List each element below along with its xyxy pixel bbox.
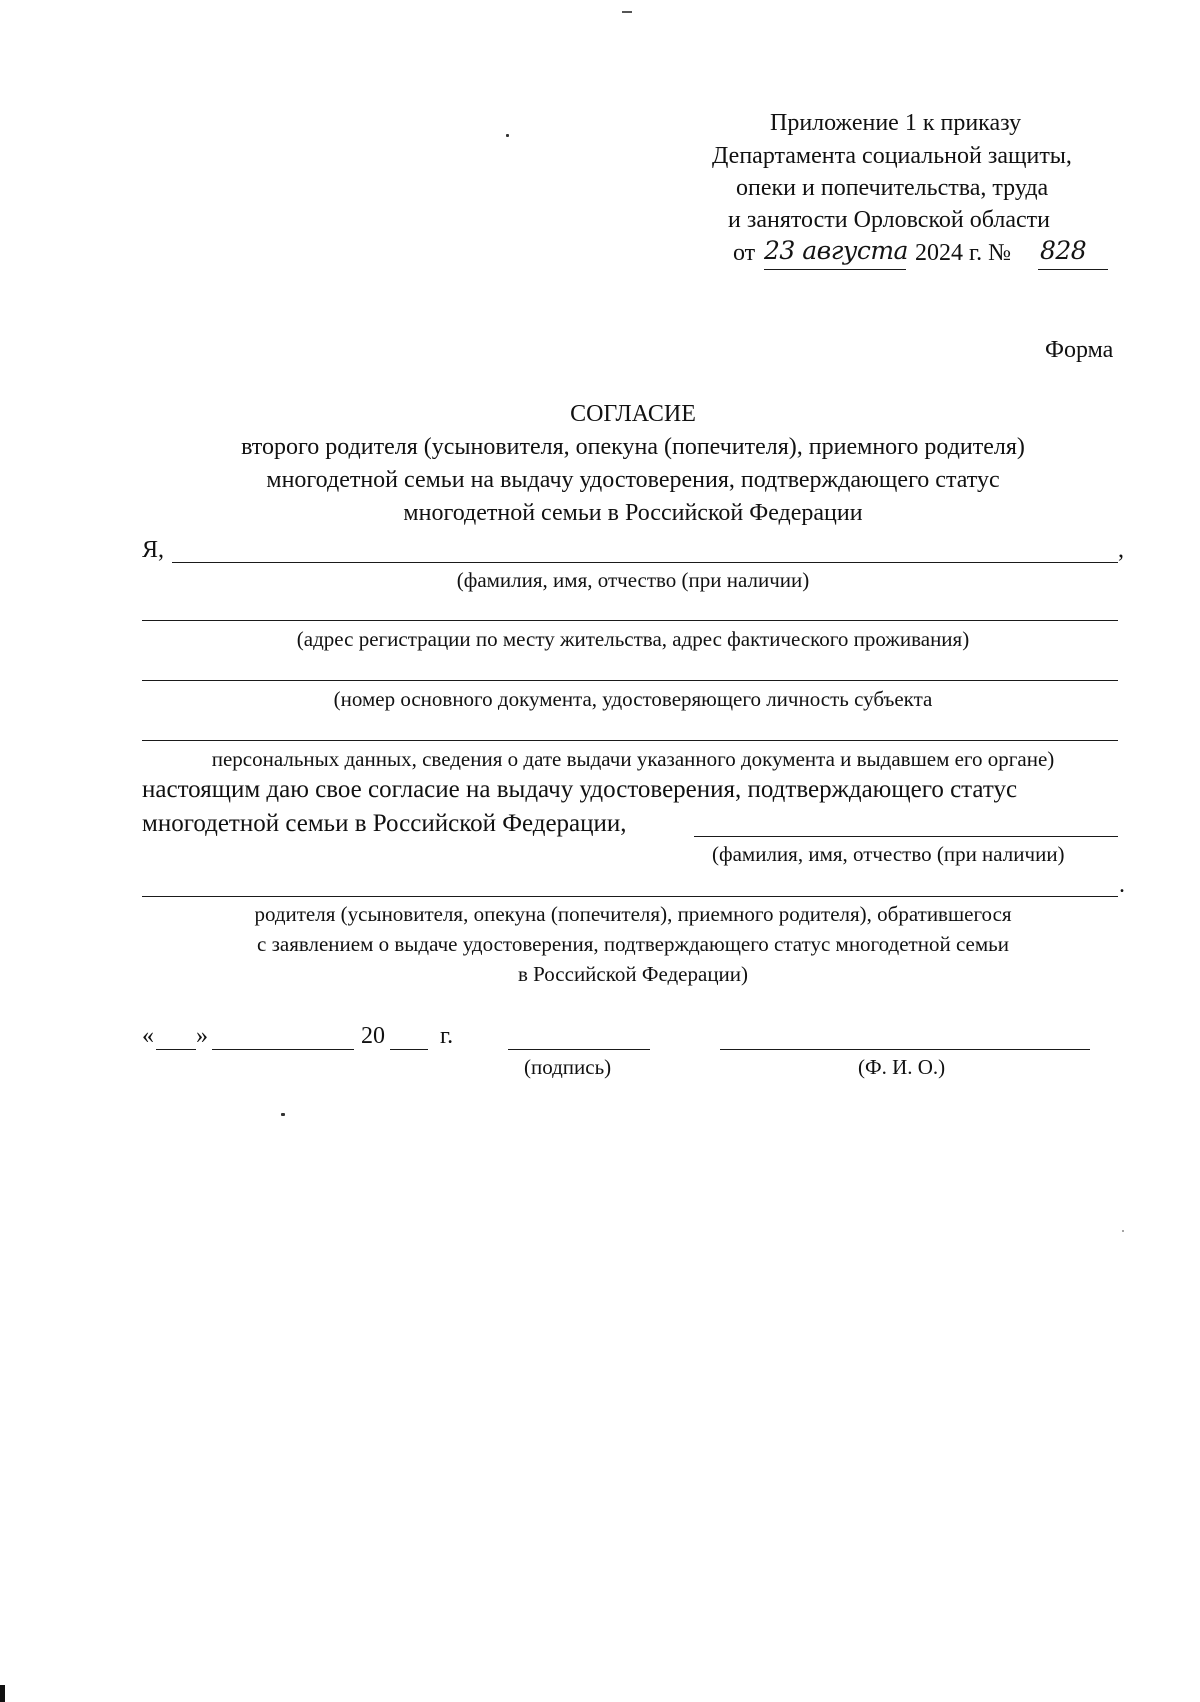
signature-field-line[interactable] [508, 1049, 650, 1050]
appendix-year-text: 2024 г. № [915, 240, 1012, 266]
signer-fio-caption: (Ф. И. О.) [858, 1055, 946, 1079]
signature-caption: (подпись) [524, 1055, 612, 1079]
document-field-line-2[interactable] [142, 740, 1118, 741]
consent-text-line-1: настоящим даю свое согласие на выдачу удостоверения, подтверждающего статус [142, 776, 1018, 803]
parent-caption-3: в Российской Федерации) [517, 962, 749, 986]
document-caption-2: персональных данных, сведения о дате выдачи указанного документа и выдавшем его органе) [211, 747, 1055, 771]
scan-speck [1122, 1230, 1124, 1232]
parent-fio-field-line[interactable] [694, 836, 1118, 837]
year-field-line[interactable] [390, 1049, 428, 1050]
parent-caption-2: с заявлением о выдаче удостоверения, подтверждающего статус многодетной семьи [257, 932, 1009, 956]
form-label: Форма [1045, 337, 1114, 363]
signer-fio-field-line[interactable] [720, 1049, 1090, 1050]
date-quote-open: « [142, 1023, 154, 1049]
scan-speck [622, 11, 632, 13]
appendix-date-underline [764, 269, 906, 270]
document-subtitle-1: второго родителя (усыновителя, опекуна (попечителя), приемного родителя) [241, 434, 1025, 460]
parent-fio-caption: (фамилия, имя, отчество (при наличии) [712, 842, 1065, 866]
month-field-line[interactable] [212, 1049, 354, 1050]
date-quote-close: » [196, 1023, 208, 1049]
appendix-line-2: Департамента социальной защиты, [712, 143, 1072, 169]
year-suffix: г. [440, 1023, 454, 1049]
scan-speck [281, 1113, 285, 1116]
parent-caption-1: родителя (усыновителя, опекуна (попечителя), приемного родителя), обратившегося [254, 902, 1012, 926]
parent-field-period: . [1119, 872, 1125, 898]
document-subtitle-2: многодетной семьи на выдачу удостоверения, подтверждающего статус [266, 467, 1000, 493]
fio-caption: (фамилия, имя, отчество (при наличии) [456, 568, 810, 592]
consent-text-line-2: многодетной семьи в Российской Федерации, [142, 810, 627, 837]
parent-field-line[interactable] [142, 896, 1118, 897]
document-title: СОГЛАСИЕ [570, 401, 696, 427]
fio-field-comma: , [1118, 537, 1124, 563]
document-caption-1: (номер основного документа, удостоверяющего личность субъекта [333, 687, 933, 711]
i-label: Я, [142, 537, 165, 563]
fio-field-line[interactable] [172, 562, 1118, 563]
appendix-number-handwritten: 828 [1040, 236, 1087, 265]
appendix-line-1: Приложение 1 к приказу [770, 110, 1022, 136]
address-caption: (адрес регистрации по месту жительства, адрес фактического проживания) [296, 627, 970, 651]
document-subtitle-3: многодетной семьи в Российской Федерации [403, 500, 863, 526]
appendix-date-handwritten: 23 августа [764, 236, 908, 265]
scan-edge-mark [0, 1685, 5, 1702]
appendix-line-3: опеки и попечительства, труда [736, 175, 1049, 201]
day-field-line[interactable] [156, 1049, 196, 1050]
year-century: 20 [361, 1023, 385, 1049]
address-field-line[interactable] [142, 620, 1118, 621]
appendix-date-prefix: от [733, 240, 756, 266]
appendix-line-4: и занятости Орловской области [728, 207, 1050, 233]
appendix-number-underline [1038, 269, 1108, 270]
scan-speck [506, 134, 509, 137]
document-field-line-1[interactable] [142, 680, 1118, 681]
